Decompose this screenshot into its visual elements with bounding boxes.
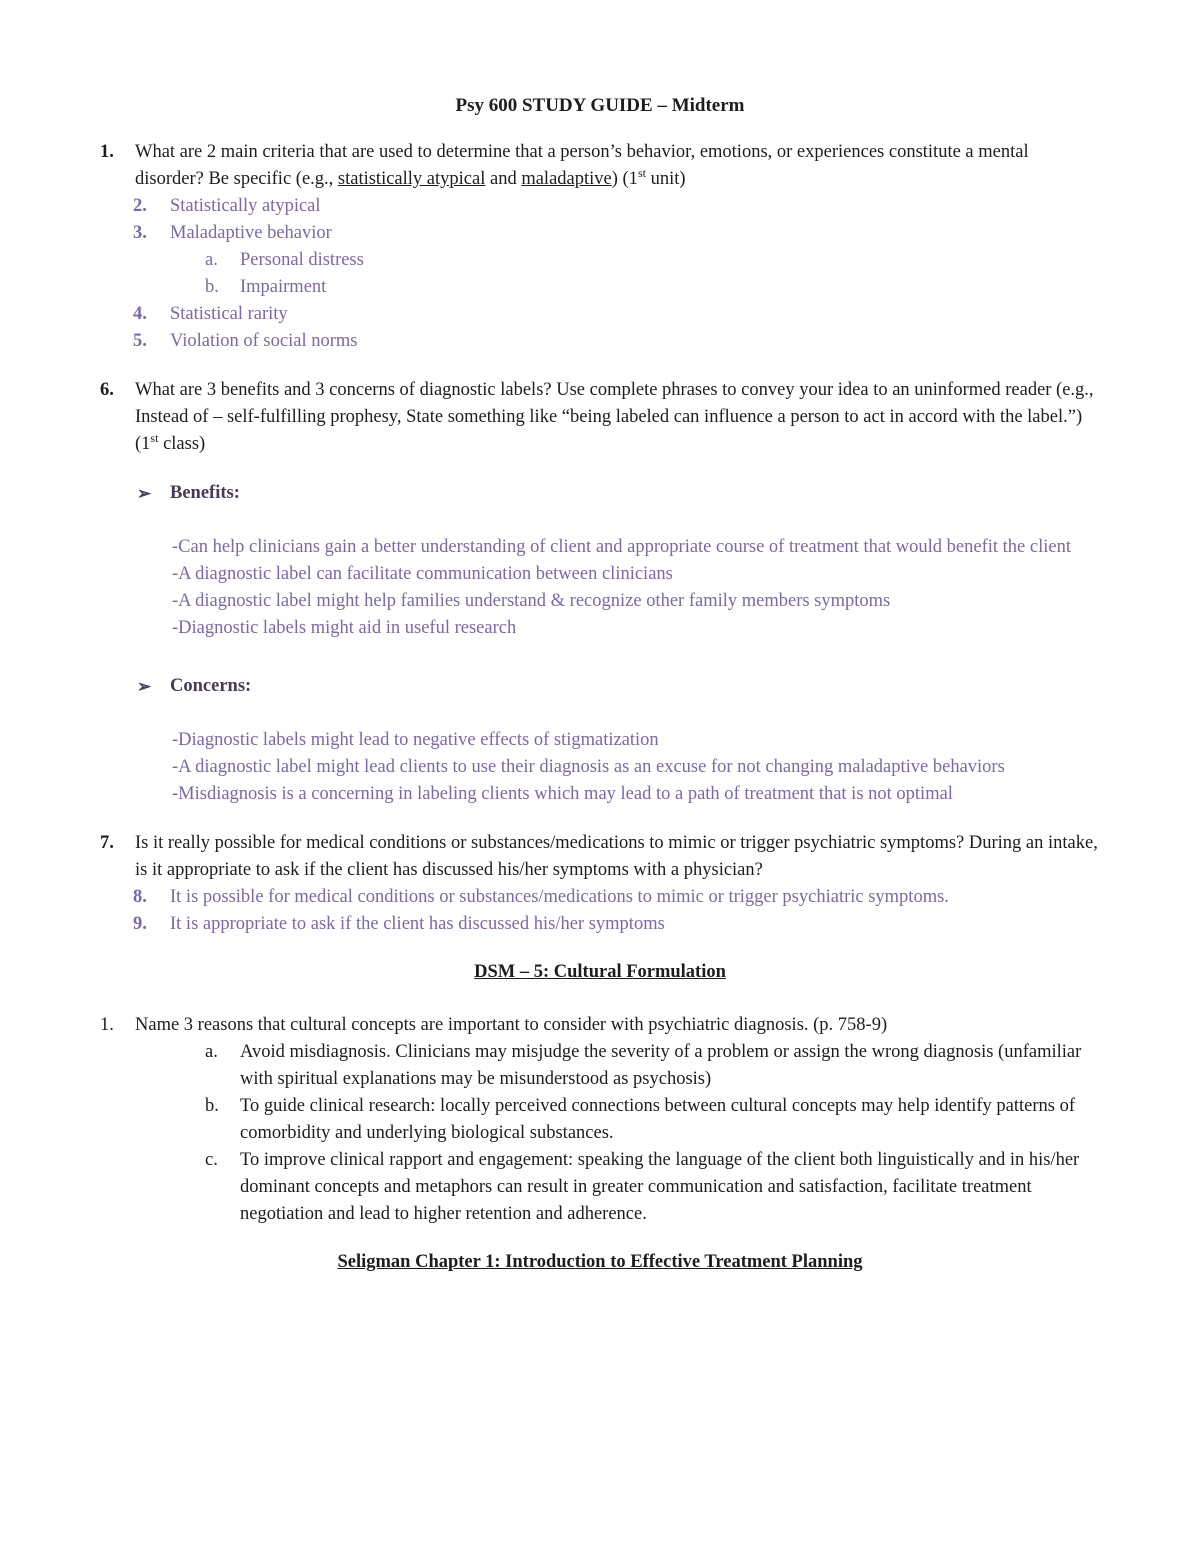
answer-item-9 — [133, 911, 1100, 938]
answer-item-3b-letter: b. — [205, 277, 219, 297]
dsm-question-1-text: Name 3 reasons that cultural concepts are important to consider with psychiatric diagnosis. (p. 758-9) — [135, 1015, 888, 1035]
question-7-number: 7. — [100, 833, 114, 853]
answer-item-3b-text: Impairment — [240, 277, 327, 297]
concern-item: -A diagnostic label might lead clients to use their diagnosis as an excuse for not changing maladaptive behaviors — [172, 757, 1005, 777]
dsm-question-1 — [100, 1012, 1100, 1039]
answer-item-3a-letter: a. — [205, 250, 218, 270]
benefit-item: -Can help clinicians gain a better understanding of client and appropriate course of treatment that would benefit the client — [172, 537, 1071, 557]
answer-item-4-number: 4. — [133, 304, 147, 324]
answer-item-2-text: Statistically atypical — [170, 196, 321, 216]
question-6-text-before: What are 3 benefits and 3 concerns of diagnostic labels? Use complete phrases to convey your idea to an uninformed reader (e.g., Instead of – self-fulfilling prophesy, State something like “being labeled can influence a person to act in accord with the label.”) (1 — [135, 380, 1094, 454]
question-1-text-tail: unit) — [645, 169, 686, 189]
dsm-answer-a-letter: a. — [205, 1042, 218, 1062]
dsm-question-1-number: 1. — [100, 1015, 114, 1035]
dsm-answer-b-letter: b. — [205, 1096, 219, 1116]
answer-item-3 — [133, 220, 1100, 247]
dsm-answer-b — [205, 1093, 1100, 1147]
dsm-answer-c-text: To improve clinical rapport and engagement: speaking the language of the client both linguistically and in his/her dominant concepts and metaphors can result in greater communication and satisfaction, facilitate treatment negotiation and lead to higher retention and adherence. — [240, 1150, 1080, 1224]
arrow-bullet-icon: ➢ — [137, 484, 152, 503]
answer-item-9-text: It is appropriate to ask if the client has discussed his/her symptoms — [170, 914, 665, 934]
question-1-underlined-term-1: statistically atypical — [337, 169, 486, 189]
question-1 — [100, 139, 1100, 193]
question-6-text — [135, 377, 1100, 458]
dsm-answer-c — [205, 1147, 1100, 1228]
answer-item-3-number: 3. — [133, 223, 147, 243]
concerns-heading — [137, 673, 1100, 700]
answer-item-2 — [133, 193, 1100, 220]
answer-item-8-text: It is possible for medical conditions or substances/medications to mimic or trigger psychiatric symptoms. — [170, 887, 949, 907]
answer-item-4-text: Statistical rarity — [170, 304, 288, 324]
dsm-answer-b-text: To guide clinical research: locally perceived connections between cultural concepts may help identify patterns of comorbidity and underlying biological substances. — [240, 1096, 1075, 1143]
answer-item-3a-text: Personal distress — [240, 250, 364, 270]
dsm-section-heading — [100, 959, 1100, 986]
question-1-superscript: st — [637, 165, 646, 180]
question-1-text-mid: and — [485, 169, 522, 189]
question-1-text-before: What are 2 main criteria that are used to determine that a person’s behavior, emotions, or experiences constitute a mental disorder? Be specific (e.g., — [135, 142, 1029, 189]
document-title: Psy 600 STUDY GUIDE – Midterm — [455, 95, 745, 116]
question-1-text — [135, 139, 1100, 193]
dsm-answer-c-letter: c. — [205, 1150, 218, 1170]
question-6-number: 6. — [100, 380, 114, 400]
concern-item: -Diagnostic labels might lead to negative effects of stigmatization — [172, 730, 659, 750]
question-6-superscript: st — [150, 430, 159, 445]
seligman-section-heading — [100, 1249, 1100, 1276]
benefit-item: -Diagnostic labels might aid in useful research — [172, 618, 517, 638]
question-7-text: Is it really possible for medical conditions or substances/medications to mimic or trigger psychiatric symptoms? During an intake, is it appropriate to ask if the client has discussed his/her symptoms with a physician? — [135, 833, 1098, 880]
answer-item-8-number: 8. — [133, 887, 147, 907]
benefits-heading-label: Benefits: — [170, 483, 240, 503]
concerns-heading-label: Concerns: — [170, 676, 252, 696]
answer-item-5 — [133, 328, 1100, 355]
benefit-item: -A diagnostic label can facilitate communication between clinicians — [172, 564, 673, 584]
dsm-section-heading-text: DSM – 5: Cultural Formulation — [474, 962, 726, 982]
question-1-number: 1. — [100, 142, 114, 162]
answer-item-3b — [205, 274, 1100, 301]
question-6 — [100, 377, 1100, 458]
benefits-heading — [137, 480, 1100, 507]
arrow-bullet-icon: ➢ — [137, 677, 152, 696]
answer-item-3a — [205, 247, 1100, 274]
answer-item-9-number: 9. — [133, 914, 147, 934]
dsm-answer-a — [205, 1039, 1100, 1093]
answer-item-5-number: 5. — [133, 331, 147, 351]
question-1-text-paren: ) (1 — [611, 169, 638, 189]
answer-item-2-number: 2. — [133, 196, 147, 216]
question-1-underlined-term-2: maladaptive — [521, 169, 612, 189]
question-6-text-tail: class) — [158, 434, 206, 454]
dsm-answer-a-text: Avoid misdiagnosis. Clinicians may misjudge the severity of a problem or assign the wrong diagnosis (unfamiliar with spiritual explanations may be misunderstood as psychosis) — [240, 1042, 1082, 1089]
answer-item-8 — [133, 884, 1100, 911]
question-7 — [100, 830, 1100, 884]
answer-item-3-text: Maladaptive behavior — [170, 223, 332, 243]
answer-item-5-text: Violation of social norms — [170, 331, 358, 351]
seligman-section-heading-text: Seligman Chapter 1: Introduction to Effective Treatment Planning — [337, 1252, 863, 1272]
benefit-item: -A diagnostic label might help families understand & recognize other family members symptoms — [172, 591, 891, 611]
answer-item-4 — [133, 301, 1100, 328]
concern-item: -Misdiagnosis is a concerning in labeling clients which may lead to a path of treatment that is not optimal — [172, 784, 953, 804]
